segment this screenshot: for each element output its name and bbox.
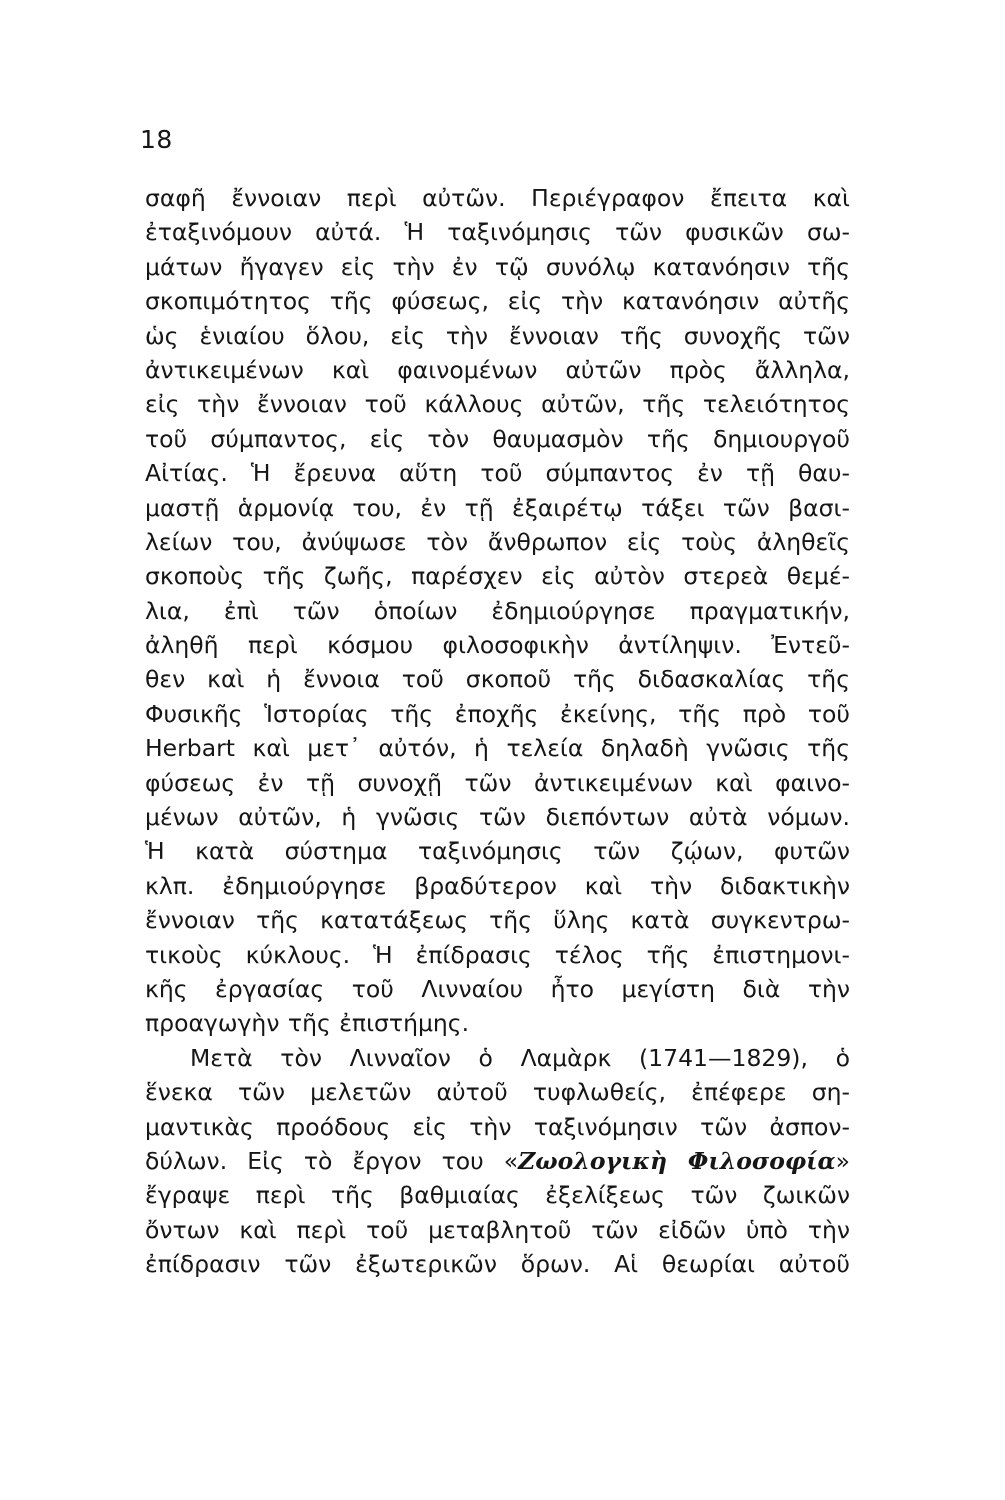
text-line: Herbart καὶ μετ᾽ αὐτόν, ἡ τελεία δηλαδὴ γνῶσις τῆς	[145, 734, 850, 763]
text-line: εἰς τὴν ἔννοιαν τοῦ κάλλους αὐτῶν, τῆς τελειότητος	[145, 390, 850, 419]
text-line: ἔγραψε περὶ τῆς βαθμιαίας ἐξελίξεως τῶν ζωικῶν	[145, 1181, 850, 1210]
text-line: μαντικὰς προόδους εἰς τὴν ταξινόμησιν τῶν ἀσπον-	[145, 1112, 850, 1141]
text-line: θεν καὶ ἡ ἔννοια τοῦ σκοποῦ τῆς διδασκαλίας τῆς	[145, 665, 850, 694]
text-line: κλπ. ἐδημιούργησε βραδύτερον καὶ τὴν διδακτικὴν	[145, 871, 850, 900]
closing-quote: »	[835, 1146, 850, 1175]
text-line: φύσεως ἐν τῇ συνοχῇ τῶν ἀντικειμένων καὶ φαινο-	[145, 768, 850, 797]
text-line: ἀντικειμένων καὶ φαινομένων αὐτῶν πρὸς ἄλληλα,	[145, 355, 850, 384]
text-line: λείων του, ἀνύψωσε τὸν ἄνθρωπον εἰς τοὺς ἀληθεῖς	[145, 527, 850, 556]
text-line: λια, ἐπὶ τῶν ὁποίων ἐδημιούργησε πραγματικήν,	[145, 596, 850, 625]
text-line: κῆς ἐργασίας τοῦ Λινναίου ἦτο μεγίστη διὰ τὴν	[145, 974, 850, 1003]
paragraph-start-line: Μετὰ τὸν Λινναῖον ὁ Λαμὰρκ (1741—1829), ὁ	[190, 1043, 850, 1072]
text-line: ἕνεκα τῶν μελετῶν αὐτοῦ τυφλωθείς, ἐπέφερε ση-	[145, 1078, 850, 1107]
text-line: ἐπίδρασιν τῶν ἐξωτερικῶν ὅρων. Αἱ θεωρίαι αὐτοῦ	[145, 1250, 850, 1279]
text-line: ἐταξινόμουν αὐτά. Ἡ ταξινόμησις τῶν φυσικῶν σω-	[145, 218, 850, 247]
text-line: σκοποὺς τῆς ζωῆς, παρέσχεν εἰς αὐτὸν στερεὰ θεμέ-	[145, 562, 850, 591]
text-line: ὄντων καὶ περὶ τοῦ μεταβλητοῦ τῶν εἰδῶν ὑπὸ τὴν	[145, 1215, 850, 1244]
text-line: ἀληθῆ περὶ κόσμου φιλοσοφικὴν ἀντίληψιν. Ἐντεῦ-	[145, 631, 850, 660]
text-line: Αἰτίας. Ἡ ἔρευνα αὕτη τοῦ σύμπαντος ἐν τῇ θαυ-	[145, 459, 850, 488]
line-text: δύλων. Εἰς τὸ ἔργον του «	[145, 1146, 519, 1175]
text-line: μάτων ἤγαγεν εἰς τὴν ἐν τῷ συνόλῳ κατανόησιν τῆς	[145, 252, 850, 281]
text-line: σκοπιμότητος τῆς φύσεως, εἰς τὴν κατανόησιν αὐτῆς	[145, 287, 850, 316]
text-line: Ἡ κατὰ σύστημα ταξινόμησις τῶν ζῴων, φυτῶν	[145, 837, 850, 866]
text-line: τικοὺς κύκλους. Ἡ ἐπίδρασις τέλος τῆς ἐπιστημονι-	[145, 940, 850, 969]
text-line: Φυσικῆς Ἱστορίας τῆς ἐποχῆς ἐκείνης, τῆς πρὸ τοῦ	[145, 699, 850, 728]
text-line: ὡς ἑνιαίου ὅλου, εἰς τὴν ἔννοιαν τῆς συνοχῆς τῶν	[145, 321, 850, 350]
paragraph-end-line: προαγωγὴν τῆς ἐπιστήμης.	[145, 1009, 470, 1038]
book-title: Ζωολογικὴ Φιλοσοφία	[518, 1146, 836, 1175]
text-line: μαστῇ ἁρμονίᾳ του, ἐν τῇ ἐξαιρέτῳ τάξει τῶν βασι-	[145, 493, 850, 522]
page-number: 18	[140, 125, 173, 154]
text-line: σαφῆ ἔννοιαν περὶ αὐτῶν. Περιέγραφον ἔπειτα καὶ	[145, 184, 850, 212]
text-line: μένων αὐτῶν, ἡ γνῶσις τῶν διεπόντων αὐτὰ νόμων.	[145, 803, 850, 832]
text-line-with-title	[145, 1144, 850, 1178]
text-line: τοῦ σύμπαντος, εἰς τὸν θαυμασμὸν τῆς δημιουργοῦ	[145, 424, 850, 453]
text-line: ἔννοιαν τῆς κατατάξεως τῆς ὕλης κατὰ συγκεντρω-	[145, 906, 850, 935]
body-text	[145, 181, 850, 1282]
